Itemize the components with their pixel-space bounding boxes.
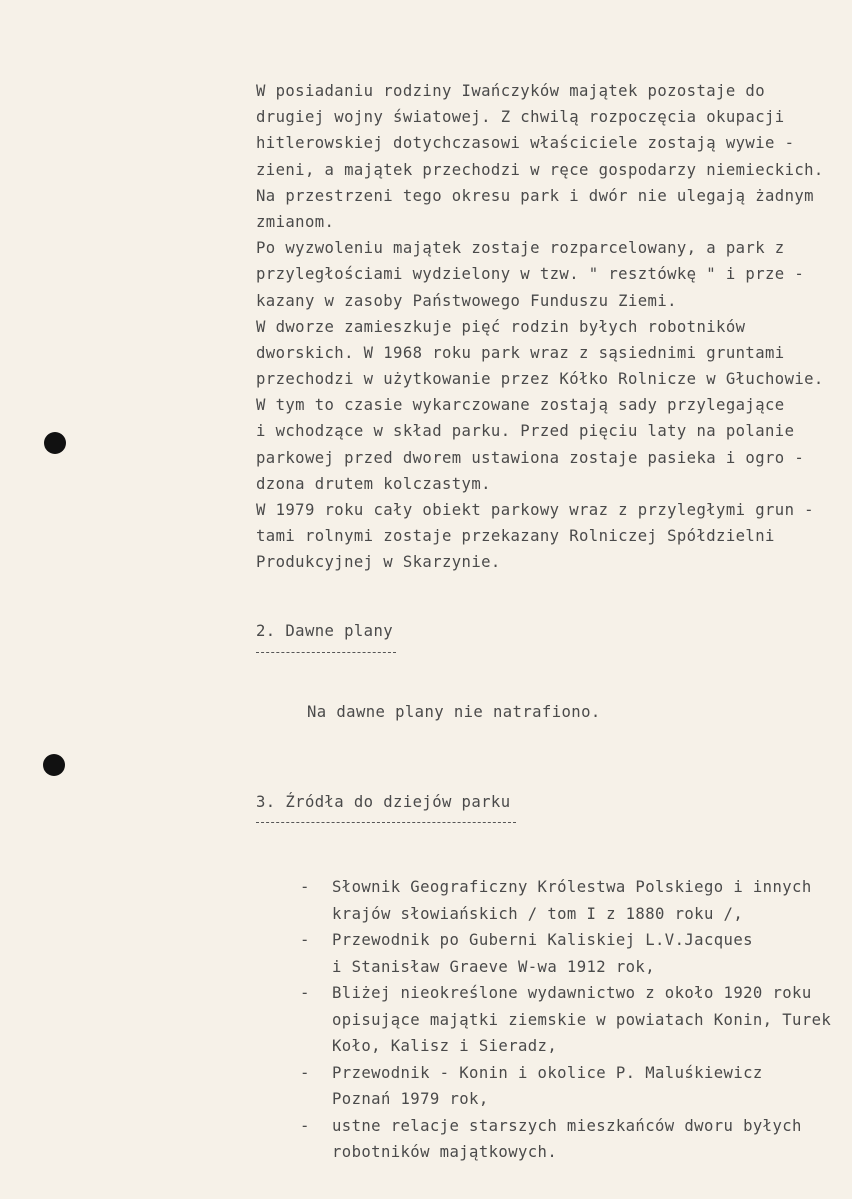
section-3-heading: 3. Źródła do dziejów parku — [256, 793, 511, 811]
history-line: zieni, a majątek przechodzi w ręce gospodarzy niemieckich. — [256, 160, 824, 179]
history-line: hitlerowskiej dotychczasowi właściciele zostają wywie - — [256, 134, 795, 153]
source-line: Poznań 1979 rok, — [332, 1090, 489, 1108]
history-line: dworskich. W 1968 roku park wraz z sąsiednimi gruntami — [256, 343, 785, 362]
history-line: tami rolnymi zostaje przekazany Rolniczej Spółdzielni — [256, 527, 775, 546]
section-2-heading: 2. Dawne plany — [256, 622, 394, 640]
section-3-underline — [256, 822, 516, 823]
list-dash: - — [300, 984, 310, 1002]
history-line: Po wyzwoleniu majątek zostaje rozparcelowany, a park z — [256, 239, 785, 258]
source-item — [300, 1113, 852, 1166]
source-line: Przewodnik po Guberni Kaliskiej L.V.Jacques — [332, 931, 753, 949]
list-dash: - — [300, 931, 310, 949]
history-line: W tym to czasie wykarczowane zostają sady przylegające — [256, 396, 785, 415]
source-line: i Stanisław Graeve W-wa 1912 rok, — [332, 957, 656, 976]
list-dash: - — [300, 1063, 310, 1082]
history-line: drugiej wojny światowej. Z chwilą rozpoczęcia okupacji — [256, 108, 785, 127]
history-line: i wchodzące w skład parku. Przed pięciu laty na polanie — [256, 422, 795, 441]
history-line: Produkcyjnej w Skarzynie. — [256, 553, 501, 572]
source-item — [300, 874, 852, 927]
history-line: W dworze zamieszkuje pięć rodzin byłych robotników — [256, 317, 746, 336]
history-line: przechodzi w użytkowanie przez Kółko Rolnicze w Głuchowie. — [256, 370, 824, 389]
source-line: Słownik Geograficzny Królestwa Polskiego i innych — [332, 878, 812, 896]
source-item — [300, 980, 852, 1060]
history-line: W posiadaniu rodziny Iwańczyków majątek pozostaje do — [256, 82, 765, 100]
history-line: Na przestrzeni tego okresu park i dwór nie ulegają żadnym — [256, 186, 814, 205]
section-2-underline — [256, 652, 396, 653]
history-paragraph — [256, 78, 852, 576]
punch-hole-top — [44, 432, 66, 454]
no-plans-note: Na dawne plany nie natrafiono. — [307, 703, 601, 721]
punch-hole-bottom — [43, 754, 65, 776]
list-dash: - — [300, 878, 310, 896]
sources-list — [300, 874, 852, 1166]
source-line: Przewodnik - Konin i okolice P. Maluśkiewicz — [332, 1063, 763, 1082]
history-line: kazany w zasoby Państwowego Funduszu Ziemi. — [256, 291, 677, 310]
source-line: Bliżej nieokreślone wydawnictwo z około 1920 roku — [332, 984, 812, 1002]
history-line: W 1979 roku cały obiekt parkowy wraz z przyległymi grun - — [256, 501, 814, 519]
source-line: opisujące majątki ziemskie w powiatach Konin, Turek — [332, 1010, 832, 1029]
history-line: zmianom. — [256, 212, 335, 231]
source-item — [300, 1060, 852, 1113]
source-item — [300, 927, 852, 980]
source-line: robotników majątkowych. — [332, 1143, 558, 1161]
history-line: dzona drutem kolczastym. — [256, 474, 491, 493]
history-line: parkowej przed dworem ustawiona zostaje pasieka i ogro - — [256, 448, 805, 467]
source-line: krajów słowiańskich / tom I z 1880 roku /, — [332, 904, 744, 923]
source-line: ustne relacje starszych mieszkańców dworu byłych — [332, 1116, 802, 1135]
list-dash: - — [300, 1116, 310, 1135]
source-line: Koło, Kalisz i Sieradz, — [332, 1037, 558, 1055]
history-line: przyległościami wydzielony w tzw. " resztówkę " i prze - — [256, 265, 805, 284]
